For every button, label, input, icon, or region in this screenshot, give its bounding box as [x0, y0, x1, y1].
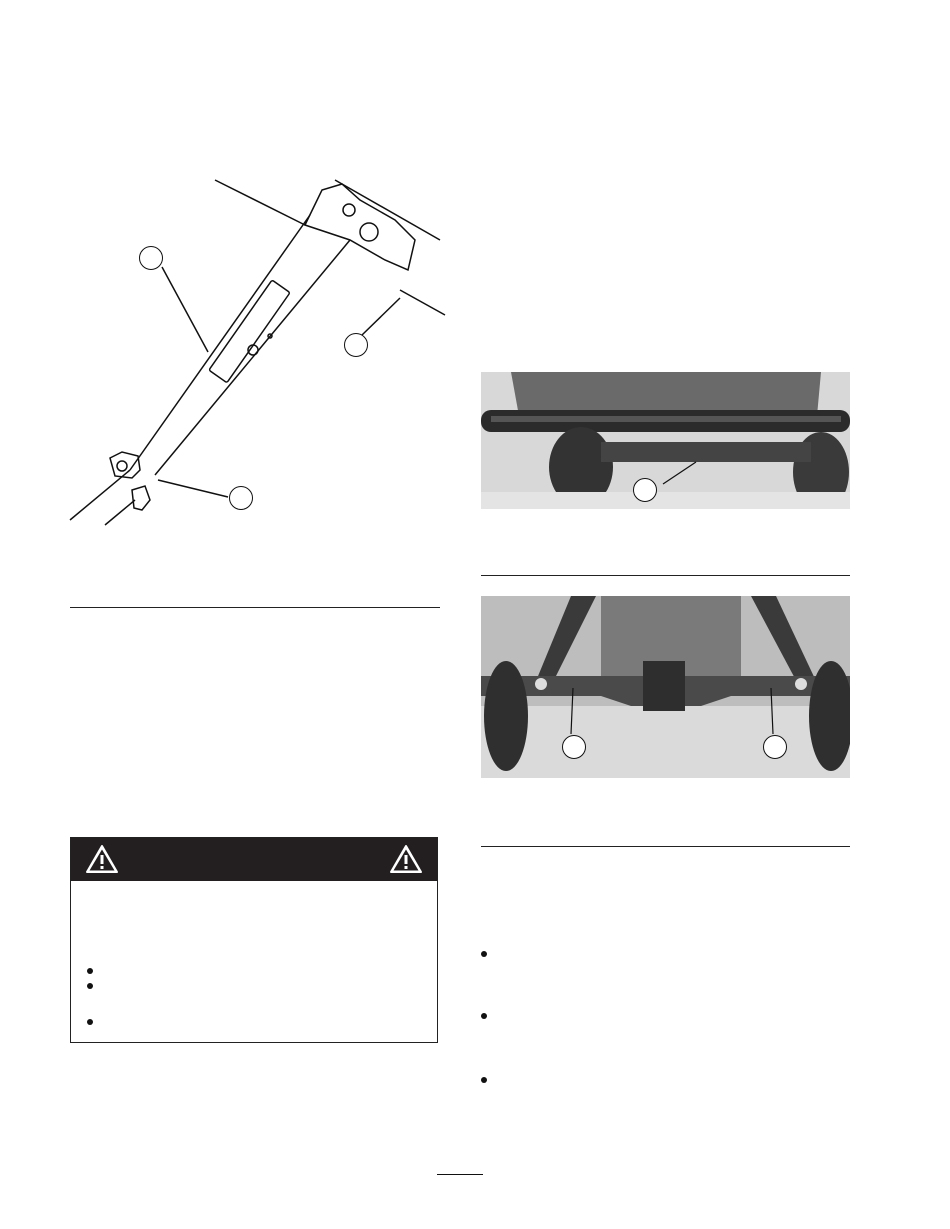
underside-photo [481, 596, 850, 778]
section-divider-3 [481, 846, 850, 847]
callout-6 [763, 735, 787, 759]
callout-1 [139, 246, 163, 270]
rear-bumper-photo [481, 372, 850, 509]
warning-triangle-icon [85, 844, 119, 874]
section-divider-2 [481, 575, 850, 576]
section-divider [70, 607, 440, 608]
warning-box [70, 837, 438, 1043]
frame-diagram [60, 170, 460, 530]
warning-header [71, 838, 437, 881]
callout-5 [562, 735, 586, 759]
callout-4 [633, 478, 657, 502]
warning-bullet-2 [87, 983, 93, 989]
warning-bullet-1 [87, 968, 93, 974]
callout-3 [229, 486, 253, 510]
page-number-rule [437, 1174, 483, 1175]
right-bullet-2 [481, 1013, 487, 1019]
right-bullet-3 [481, 1077, 487, 1083]
callout-2 [344, 333, 368, 357]
warning-triangle-icon [389, 844, 423, 874]
right-bullet-1 [481, 951, 487, 957]
warning-bullet-3 [87, 1019, 93, 1025]
